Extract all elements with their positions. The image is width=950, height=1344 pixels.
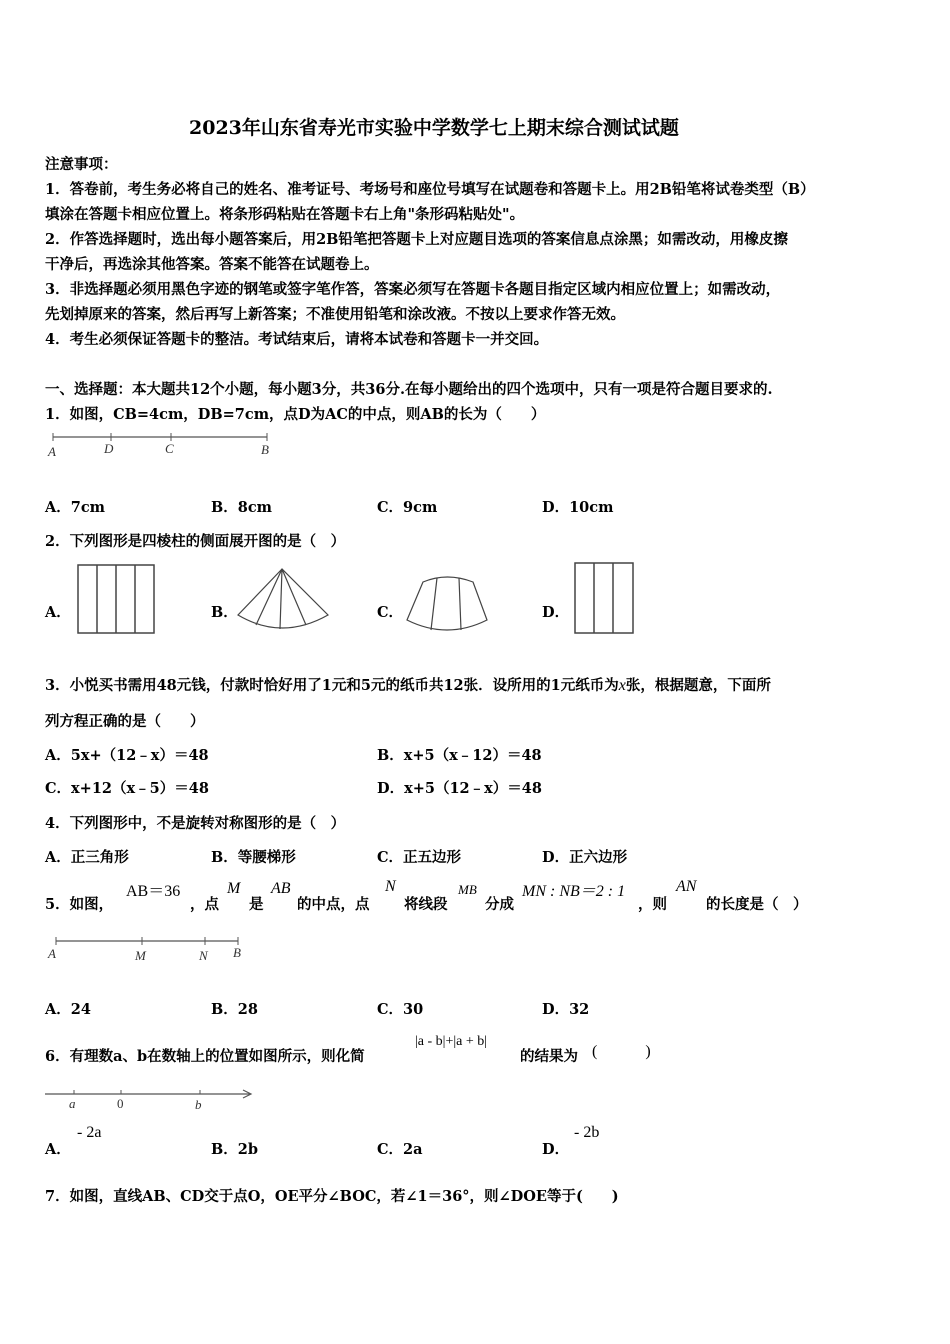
notice-line: 干净后，再选涂其他答案。答案不能答在试题卷上。 <box>45 256 379 273</box>
q2-option-c[interactable]: C． <box>377 604 404 621</box>
q5-option-d[interactable]: D．32 <box>542 1001 590 1018</box>
notice-line: 2．作答选择题时，选出每小题答案后，用2B铅笔把答题卡上对应题目选项的答案信息点涂黑；如需改动，用橡皮擦 <box>45 231 788 248</box>
notice-line: 3．非选择题必须用黑色字迹的钢笔或签字笔作答，答案必须写在答题卡各题目指定区域内相应位置上；如需改动， <box>45 281 781 298</box>
question-1-stem: 1．如图，CB=4cm，DB=7cm，点D为AC的中点，则AB的长为（ ） <box>45 406 546 423</box>
q2-option-a[interactable]: A． <box>45 604 71 621</box>
q5-option-a[interactable]: A．24 <box>45 1001 91 1018</box>
q3-option-d[interactable]: D．x+5（12﹣x）＝48 <box>377 780 542 797</box>
q2-figure-a <box>77 564 157 636</box>
question-5-stem: 5．如图， <box>45 896 114 913</box>
point-label-n: N <box>199 948 208 963</box>
q5-option-c[interactable]: C．30 <box>377 1001 424 1018</box>
question-7-stem: 7．如图，直线AB、CD交于点O，OE平分∠BOC，若∠1＝36°，则∠DOE等于( ) <box>45 1188 619 1205</box>
q1-segment-figure <box>45 428 285 468</box>
q2-option-b[interactable]: B． <box>211 604 238 621</box>
section-heading: 一、选择题：本大题共12个小题，每小题3分，共36分.在每小题给出的四个选项中，只有一项是符合题目要求的. <box>45 381 773 398</box>
notice-line: 先划掉原来的答案，然后再写上新答案；不准使用铅笔和涂改液。不按以上要求作答无效。 <box>45 306 625 323</box>
q2-figure-c <box>403 574 493 636</box>
question-3-stem-line2: 列方程正确的是（ ） <box>45 713 205 730</box>
question-4-stem: 4．下列图形中，不是旋转对称图形的是（ ） <box>45 815 346 832</box>
point-label-a: A <box>48 946 56 961</box>
notice-heading: 注意事项： <box>45 156 118 173</box>
q5-math-m: M <box>227 880 241 897</box>
q1-option-c[interactable]: C．9cm <box>377 499 438 516</box>
q6-option-d[interactable]: D． <box>542 1141 570 1158</box>
number-line-label-b: b <box>195 1097 202 1112</box>
q3-option-b[interactable]: B．x+5（x﹣12）＝48 <box>377 747 542 764</box>
q5-stem-part: 的中点，点 <box>297 896 370 913</box>
q5-stem-part: ，点 <box>190 896 219 913</box>
q6-number-line <box>45 1085 260 1115</box>
q5-math-ab36: AB＝36 <box>126 883 181 900</box>
q4-option-a[interactable]: A．正三角形 <box>45 849 129 866</box>
q6-option-a-math: - 2a <box>77 1124 102 1141</box>
q5-math-ab: AB <box>271 880 291 897</box>
q3-stem-part: 张，根据题意，下面所 <box>625 677 771 694</box>
question-6-stem: 6．有理数a、b在数轴上的位置如图所示，则化简 <box>45 1048 365 1065</box>
q6-stem-part: 的结果为 <box>520 1048 578 1065</box>
q6-option-d-math: - 2b <box>574 1124 600 1141</box>
q5-stem-part: 是 <box>249 896 264 913</box>
notice-line: 4．考生必须保证答题卡的整洁。考试结束后，请将本试卷和答题卡一并交回。 <box>45 331 549 348</box>
q5-stem-part: 将线段 <box>404 896 448 913</box>
q5-segment-figure <box>45 934 255 970</box>
q2-figure-b <box>236 567 336 637</box>
q4-option-c[interactable]: C．正五边形 <box>377 849 462 866</box>
q5-stem-part: 分成 <box>485 896 514 913</box>
q4-option-d[interactable]: D．正六边形 <box>542 849 628 866</box>
q6-math-abs-expression: |a - b|+|a + b| <box>415 1034 488 1049</box>
q5-option-b[interactable]: B．28 <box>211 1001 258 1018</box>
q5-stem-part: 的长度是（ ） <box>706 896 808 913</box>
q3-option-a[interactable]: A．5x+（12﹣x）＝48 <box>45 747 209 764</box>
q3-variable: x <box>618 677 626 694</box>
notice-line: 1．答卷前，考生务必将自己的姓名、准考证号、考场号和座位号填写在试题卷和答题卡上。用2B铅笔将试卷类型（B） <box>45 181 815 198</box>
point-label-d: D <box>104 441 114 456</box>
q5-math-ratio: MN : NB＝2 : 1 <box>522 883 626 900</box>
notice-line: 填涂在答题卡相应位置上。将条形码粘贴在答题卡右上角"条形码粘贴处"。 <box>45 206 525 223</box>
number-line-label-a: a <box>69 1096 76 1111</box>
question-3-stem <box>45 674 771 695</box>
q5-math-an: AN <box>676 878 697 895</box>
q5-math-mb: MB <box>458 882 477 897</box>
question-2-stem: 2．下列图形是四棱柱的侧面展开图的是（ ） <box>45 533 346 550</box>
q1-option-b[interactable]: B．8cm <box>211 499 273 516</box>
q1-option-a[interactable]: A．7cm <box>45 499 106 516</box>
q5-stem-part: ，则 <box>638 896 667 913</box>
point-label-a: A <box>48 444 56 459</box>
q6-option-b[interactable]: B．2b <box>211 1141 258 1158</box>
q3-stem-part: 3．小悦买书需用48元钱，付款时恰好用了1元和5元的纸币共12张．设所用的1元纸币为 <box>45 677 619 694</box>
q6-option-a[interactable]: A． <box>45 1141 71 1158</box>
number-line-label-0: 0 <box>117 1096 124 1111</box>
point-label-b: B <box>233 945 241 960</box>
q3-option-c[interactable]: C．x+12（x﹣5）＝48 <box>45 780 209 797</box>
point-label-b: B <box>261 442 269 457</box>
q4-option-b[interactable]: B．等腰梯形 <box>211 849 296 866</box>
point-label-c: C <box>165 441 174 456</box>
q2-option-d[interactable]: D． <box>542 604 570 621</box>
point-label-m: M <box>135 948 146 963</box>
q6-paren: ( ) <box>592 1043 651 1060</box>
q1-option-d[interactable]: D．10cm <box>542 499 614 516</box>
q6-option-c[interactable]: C．2a <box>377 1141 423 1158</box>
q2-figure-d <box>574 562 636 636</box>
page-title: 2023年山东省寿光市实验中学数学七上期末综合测试试题 <box>189 117 679 139</box>
q5-math-n: N <box>385 878 396 895</box>
